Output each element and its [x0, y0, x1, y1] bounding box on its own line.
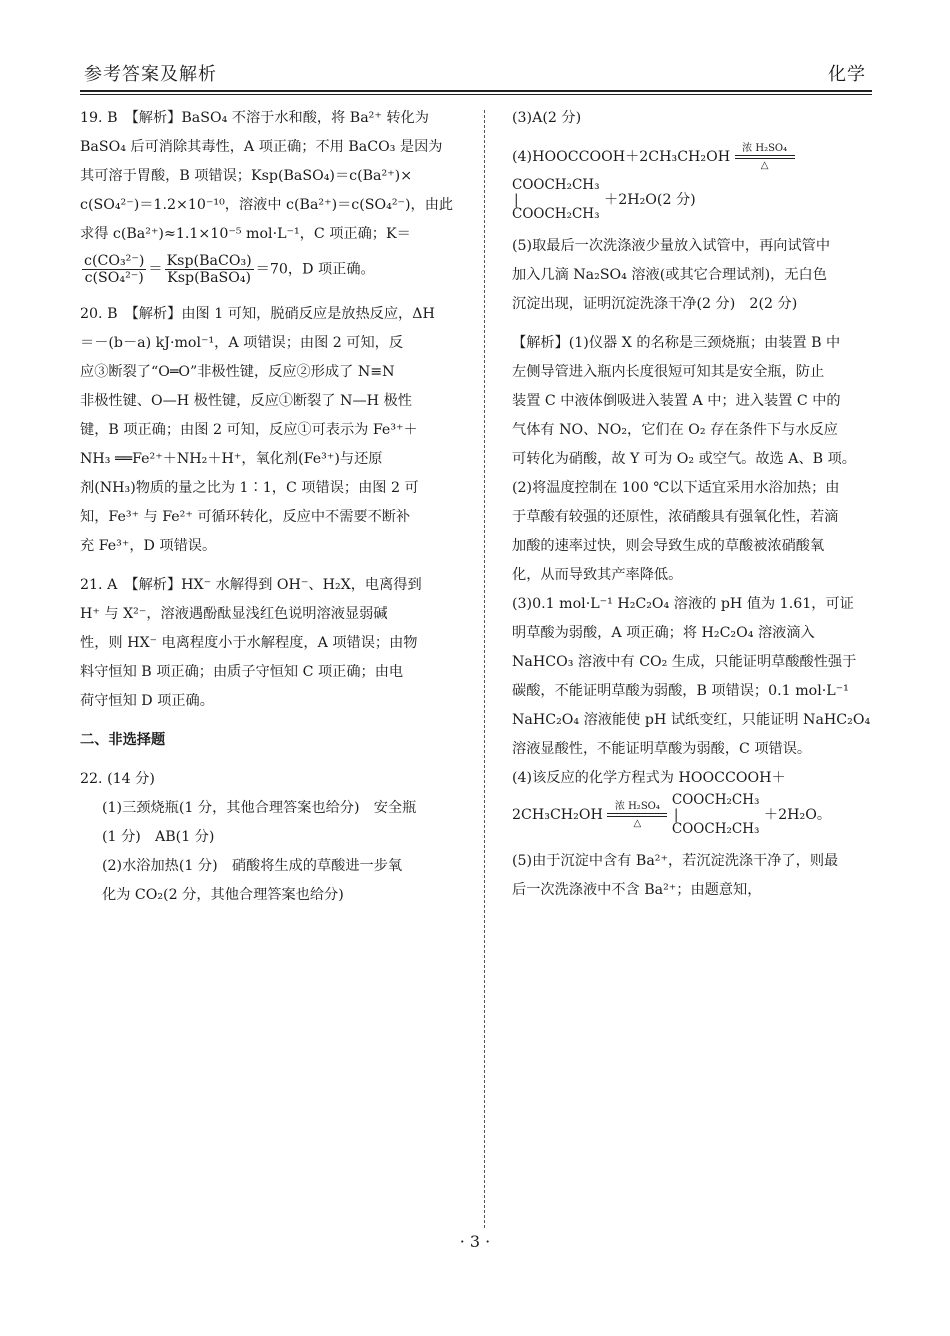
a5-line: (5)取最后一次洗涤液少量放入试管中，再向试管中	[512, 238, 831, 254]
fraction-ksp: $\frac{\text{Ksp(BaCO₃)}}{\text{Ksp(BaSO₄)}}$	[166, 253, 252, 286]
ex3-line: 明草酸为弱酸，A 项正确；将 H₂C₂O₄ 溶液滴入	[512, 625, 815, 641]
header-subject: 化学	[828, 64, 866, 85]
left-column	[80, 104, 464, 910]
q19-line: 其可溶于胃酸，B 项错误；Ksp(BaSO₄)＝c(Ba²⁺)×	[80, 168, 413, 184]
explanation-1	[512, 329, 874, 474]
ex1-line: 气体有 NO、NO₂，它们在 O₂ 存在条件下与水反应	[512, 422, 838, 438]
explanation-4	[512, 764, 874, 837]
header-title: 参考答案及解析	[84, 64, 217, 85]
ex2-line: (2)将温度控制在 100 ℃以下适宜采用水浴加热；由	[512, 480, 840, 496]
ex2-line: 于草酸有较强的还原性，浓硝酸具有强氧化性，若滴	[512, 509, 839, 525]
reaction-arrow	[735, 143, 795, 171]
q21-line: 料守恒知 B 项正确；由质子守恒知 C 项正确；由电	[80, 664, 404, 680]
q21-line: 荷守恒知 D 项正确。	[80, 693, 214, 709]
answer-22-4-equation	[512, 143, 874, 172]
fraction-co3-so4: $\frac{\text{c(CO₃²⁻)}}{\text{c(SO₄²⁻)}}$	[84, 253, 145, 286]
ex3-line: NaHCO₃ 溶液中有 CO₂ 生成，只能证明草酸酸性强于	[512, 654, 857, 670]
answer-19	[80, 104, 464, 286]
column-divider	[484, 110, 485, 1228]
q19-fraction-line	[80, 253, 464, 286]
q20-line: ＝－(b－a) kJ·mol⁻¹，A 项错误；由图 2 可知，反	[80, 335, 404, 351]
q20-line: 20. B 【解析】由图 1 可知，脱硝反应是放热反应，ΔH	[80, 306, 435, 322]
q21-line: H⁺ 与 X²⁻，溶液遇酚酞显浅红色说明溶液显弱碱	[80, 606, 388, 622]
ex1-line: 【解析】(1)仪器 X 的名称是三颈烧瓶；由装置 B 中	[512, 335, 841, 351]
ex4-equation: 2CH₃CH₂OH 浓 H₂SO₄ △ COOCH₂CH₃ | COOCH₂CH₃ ＋2H₂O。	[512, 792, 832, 837]
ex3-line: (3)0.1 mol·L⁻¹ H₂C₂O₄ 溶液的 pH 值为 1.61，可证	[512, 596, 854, 612]
q20-line: 非极性键、O—H 极性键，反应①断裂了 N—H 极性	[80, 393, 412, 409]
heat-symbol: △	[760, 160, 769, 171]
diethyl-oxalate-structure: COOCH₂CH₃ | COOCH₂CH₃	[671, 792, 760, 837]
q20-line: 应③断裂了“O═O”非极性键，反应②形成了 N≡N	[80, 364, 395, 380]
ex2-line: 加酸的速率过快，则会导致生成的草酸被浓硝酸氧	[512, 538, 825, 554]
ex5-line: 后一次洗涤液中不含 Ba²⁺；由题意知，	[512, 882, 762, 898]
catalyst-label: 浓 H₂SO₄	[742, 143, 788, 154]
q20-line: 剂(NH₃)物质的量之比为 1∶1，C 项错误；由图 2 可	[80, 480, 419, 496]
page-header	[80, 56, 872, 90]
q19-line: BaSO₄ 后可消除其毒性，A 项正确；不用 BaCO₃ 是因为	[80, 139, 443, 155]
explanation-5	[512, 847, 874, 905]
q19-conclusion: ＝70，D 项正确。	[255, 261, 375, 278]
answer-21	[80, 571, 464, 716]
answer-22	[80, 765, 464, 910]
header-rule	[80, 90, 872, 92]
products-tail: ＋2H₂O(2 分)	[604, 192, 696, 208]
section-heading: 二、非选择题	[80, 732, 166, 748]
reactants: (4)HOOCCOOH＋2CH₃CH₂OH	[512, 149, 731, 165]
page-number: · 3 ·	[459, 1232, 491, 1251]
ex3-line: NaHC₂O₄ 溶液能使 pH 试纸变红，只能证明 NaHC₂O₄	[512, 712, 871, 728]
answer-22-5	[512, 232, 874, 319]
ex3-line: 溶液显酸性，不能证明草酸为弱酸，C 项错误。	[512, 741, 812, 757]
diethyl-oxalate-structure: COOCH₂CH₃ | COOCH₂CH₃	[512, 177, 600, 222]
q19-line: 求得 c(Ba²⁺)≈1.1×10⁻⁵ mol·L⁻¹，C 项正确；K＝	[80, 226, 411, 242]
q22-line: (1 分) AB(1 分)	[102, 829, 215, 845]
q20-line: 知，Fe³⁺ 与 Fe²⁺ 可循环转化，反应中不需要不断补	[80, 509, 411, 525]
q20-line: 充 Fe³⁺，D 项错误。	[80, 538, 217, 554]
ex4-line: (4)该反应的化学方程式为 HOOCCOOH＋	[512, 770, 786, 786]
answer-20	[80, 300, 464, 561]
ex3-line: 碳酸，不能证明草酸为弱酸，B 项错误；0.1 mol·L⁻¹	[512, 683, 849, 699]
q22-line: (2)水浴加热(1 分) 硝酸将生成的草酸进一步氧	[102, 858, 403, 874]
q21-line: 性，则 HX⁻ 电离程度小于水解程度，A 项错误；由物	[80, 635, 418, 651]
right-column	[512, 104, 874, 905]
explanation-3	[512, 590, 874, 764]
header-rule-thin	[80, 94, 872, 95]
ex1-line: 装置 C 中液体倒吸进入装置 A 中；进入装置 C 中的	[512, 393, 841, 409]
ex1-line: 左侧导管进入瓶内长度很短可知其是安全瓶，防止	[512, 364, 825, 380]
q22-line: 化为 CO₂(2 分，其他合理答案也给分)	[102, 887, 344, 903]
answer-22-4-product	[512, 178, 874, 222]
ex1-line: 可转化为硝酸，故 Y 可为 O₂ 或空气。故选 A、B 项。	[512, 451, 856, 467]
q19-line: 19. B 【解析】BaSO₄ 不溶于水和酸，将 Ba²⁺ 转化为	[80, 110, 429, 126]
a5-line: 沉淀出现，证明沉淀洗涤干净(2 分) 2(2 分)	[512, 296, 798, 312]
explanation-2	[512, 474, 874, 590]
ex5-line: (5)由于沉淀中含有 Ba²⁺，若沉淀洗涤干净了，则最	[512, 853, 839, 869]
reaction-arrow: 浓 H₂SO₄ △	[607, 801, 667, 829]
a5-line: 加入几滴 Na₂SO₄ 溶液(或其它合理试剂)，无白色	[512, 267, 827, 283]
q22-line: 22. (14 分)	[80, 771, 155, 787]
q20-line: 键，B 项正确；由图 2 可知，反应①可表示为 Fe³⁺＋	[80, 422, 418, 438]
equals-sign: ＝	[148, 261, 163, 278]
answer-22-3: (3)A(2 分)	[512, 110, 582, 126]
q20-line: NH₃ ══Fe²⁺＋NH₂＋H⁺，氧化剂(Fe³⁺)与还原	[80, 451, 383, 467]
ex2-line: 化，从而导致其产率降低。	[512, 567, 683, 583]
q19-line: c(SO₄²⁻)＝1.2×10⁻¹⁰，溶液中 c(Ba²⁺)＝c(SO₄²⁻)，由此	[80, 197, 454, 213]
q21-line: 21. A 【解析】HX⁻ 水解得到 OH⁻、H₂X，电离得到	[80, 577, 422, 593]
q22-line: (1)三颈烧瓶(1 分，其他合理答案也给分) 安全瓶	[102, 800, 417, 816]
